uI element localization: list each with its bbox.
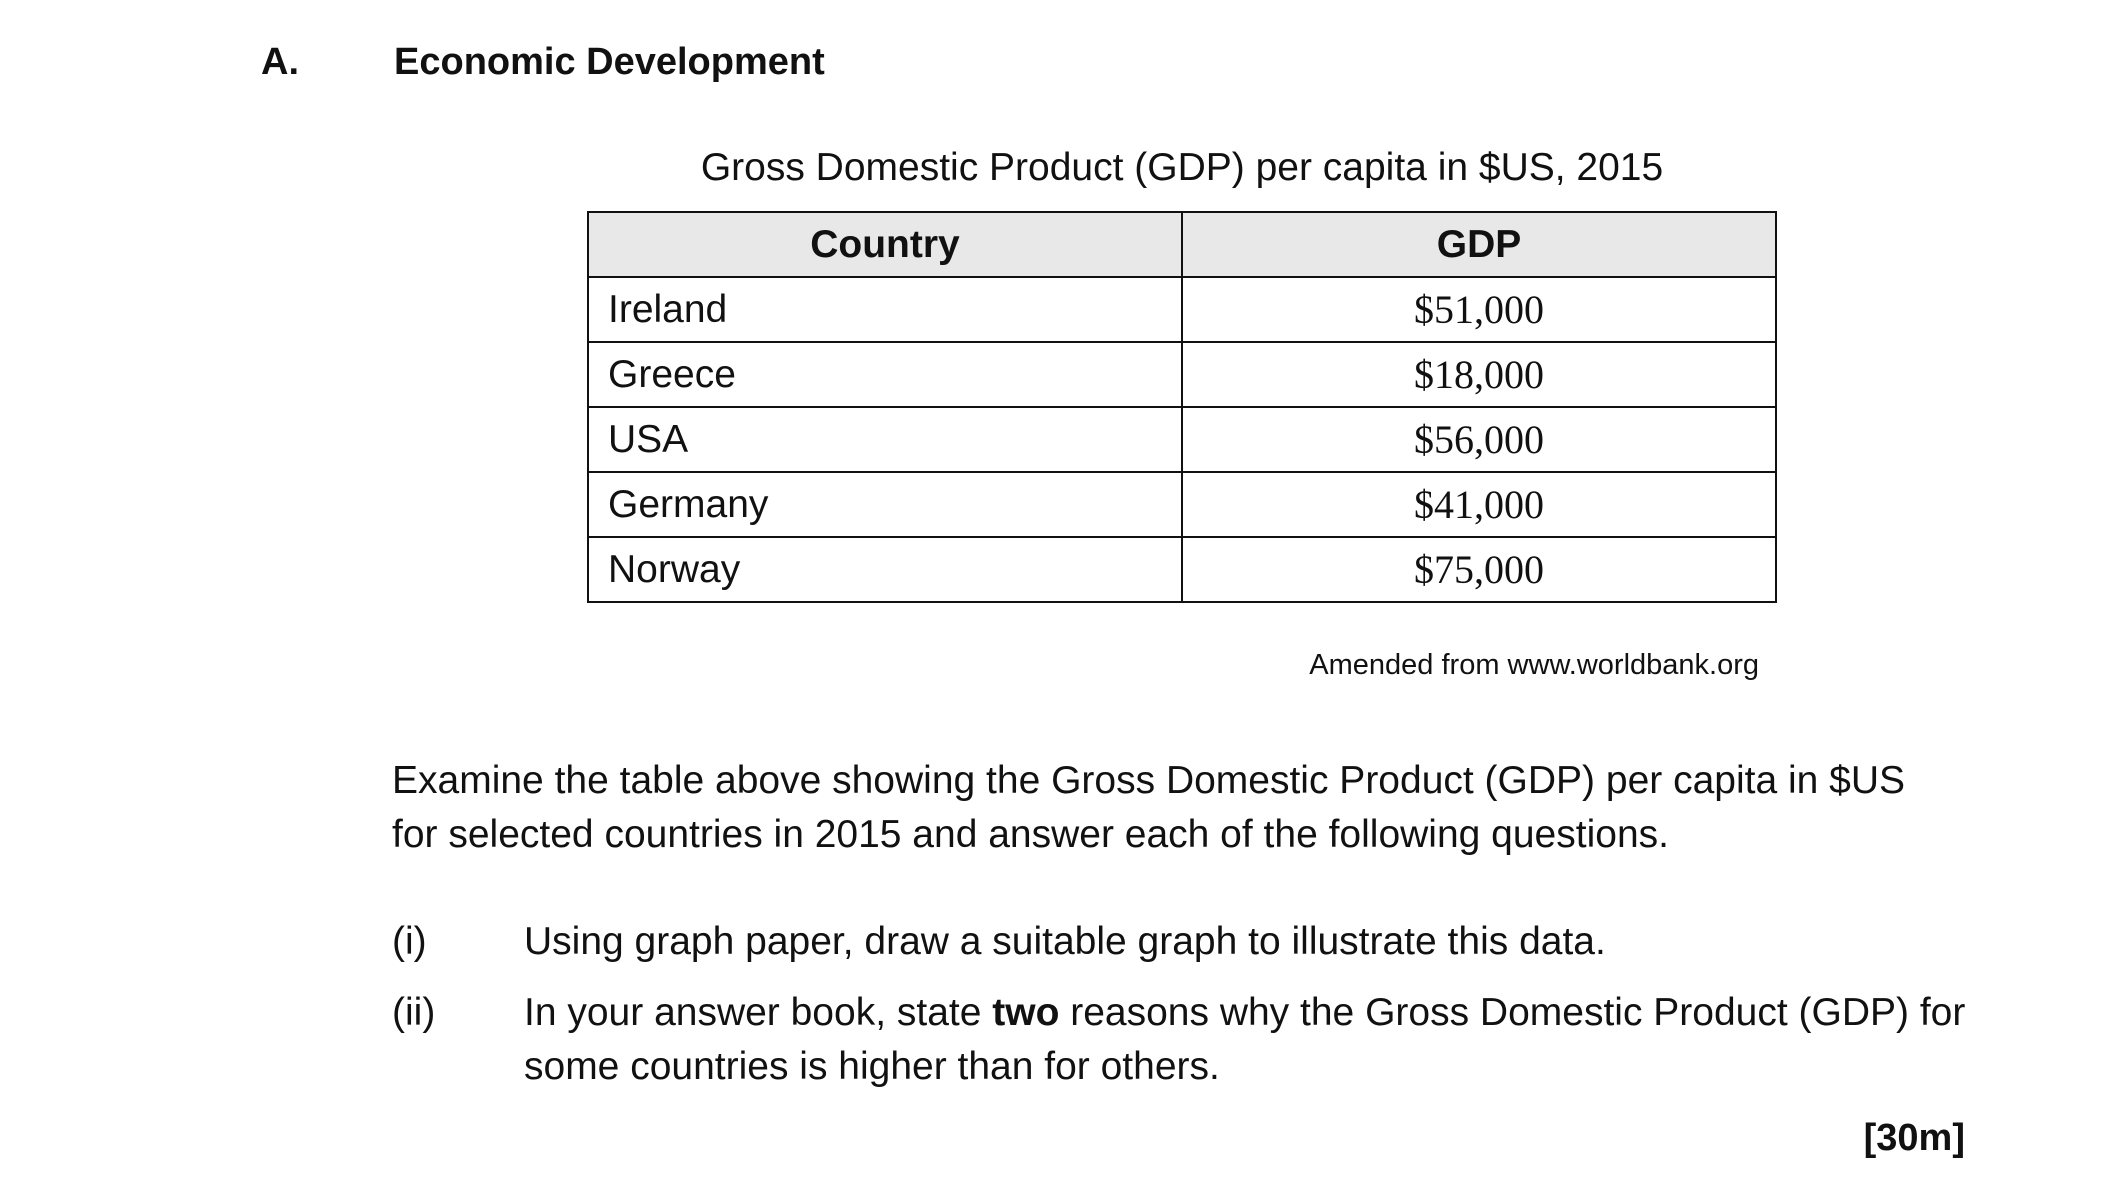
question-text-part: Using graph paper, draw a suitable graph to illustrate this data.: [524, 920, 1606, 963]
table-caption: Gross Domestic Product (GDP) per capita in $US, 2015: [700, 146, 1664, 189]
question-emphasis: two: [992, 991, 1060, 1034]
question-text: [524, 915, 1984, 969]
question-number: (i): [392, 920, 427, 963]
header-gdp: GDP: [1182, 212, 1776, 277]
table-row: [588, 537, 1776, 602]
question-number: (ii): [392, 991, 436, 1034]
instruction-text: Examine the table above showing the Gross Domestic Product (GDP) per capita in $US for selected countries in 2015 and answer each of the following questions.: [392, 759, 1906, 856]
gdp-cell: $51,000: [1182, 277, 1776, 342]
country-cell: Ireland: [588, 277, 1182, 342]
marks-label: [30m]: [1863, 1117, 1965, 1159]
header-country: Country: [588, 212, 1182, 277]
table-row: [588, 342, 1776, 407]
country-cell: Greece: [588, 342, 1182, 407]
section-letter: A.: [261, 41, 299, 83]
gdp-cell: $56,000: [1182, 407, 1776, 472]
gdp-cell: $41,000: [1182, 472, 1776, 537]
question-text-part: reasons why the Gross Domestic Product (GDP) for some countries is higher than for others.: [524, 991, 1966, 1088]
country-cell: Norway: [588, 537, 1182, 602]
country-cell: USA: [588, 407, 1182, 472]
table-source: Amended from www.worldbank.org: [1309, 649, 1759, 681]
gdp-table: [587, 211, 1777, 603]
gdp-cell: $18,000: [1182, 342, 1776, 407]
table-header-row: [588, 212, 1776, 277]
table-row: [588, 407, 1776, 472]
question-text: [524, 986, 1984, 1094]
table-row: [588, 472, 1776, 537]
question-text-part: In your answer book, state: [524, 991, 993, 1034]
gdp-cell: $75,000: [1182, 537, 1776, 602]
section-title: Economic Development: [394, 41, 825, 83]
table-row: [588, 277, 1776, 342]
country-cell: Germany: [588, 472, 1182, 537]
